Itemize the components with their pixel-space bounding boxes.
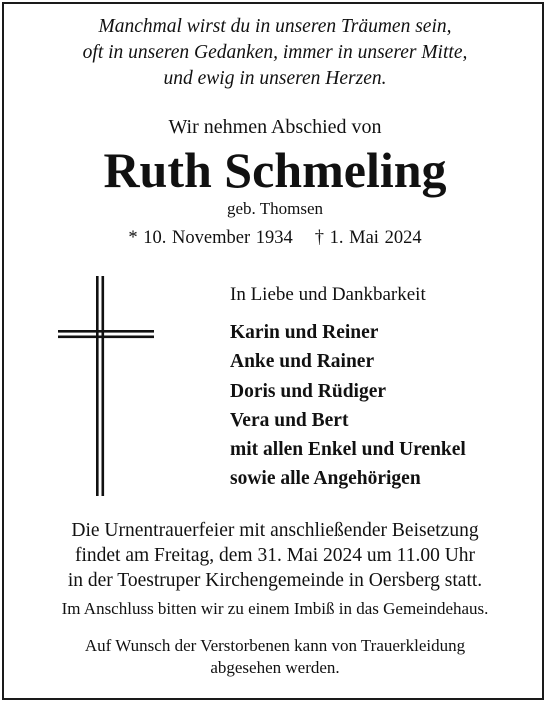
mourner-name: Vera und Bert [230,409,349,431]
mourner-name: Doris und Rüdiger [230,380,387,402]
deceased-name: Ruth Schmeling [103,142,447,198]
farewell-intro: Wir nehmen Abschied von [168,116,382,138]
service-details [0,518,550,593]
wish-line: abgesehen werden. [210,658,340,677]
mourner-name: sowie alle Angehörigen [230,468,421,490]
memorial-quote [0,14,550,92]
mourner-name: mit allen Enkel und Urenkel [230,439,466,461]
birth-date: * 10. November 1934 [128,228,293,248]
mourners-heading: In Liebe und Dankbarkeit [230,284,426,305]
death-date: † 1. Mai 2024 [314,228,422,248]
clothing-wish [0,635,550,679]
reception-note: Im Anschluss bitten wir zu einem Imbiß in das Gemeindehaus. [61,599,489,618]
service-line: in der Toestruper Kirchengemeinde in Oersberg statt. [67,570,483,591]
life-dates [0,228,550,249]
wish-line: Auf Wunsch der Verstorbenen kann von Trauerkleidung [84,636,466,655]
quote-line: Manchmal wirst du in unseren Träumen sein, [98,16,452,37]
quote-line: oft in unseren Gedanken, immer in unserer Mitte, [82,42,468,63]
mourners-list [230,318,466,494]
mourner-name: Anke und Rainer [230,351,375,373]
cross-icon [58,276,154,496]
maiden-name: geb. Thomsen [226,199,323,218]
mourner-name: Karin und Reiner [230,322,379,343]
service-line: findet am Freitag, dem 31. Mai 2024 um 11.00 Uhr [74,545,476,566]
quote-line: und ewig in unseren Herzen. [163,68,387,89]
service-line: Die Urnentrauerfeier mit anschließender Beisetzung [71,520,479,541]
